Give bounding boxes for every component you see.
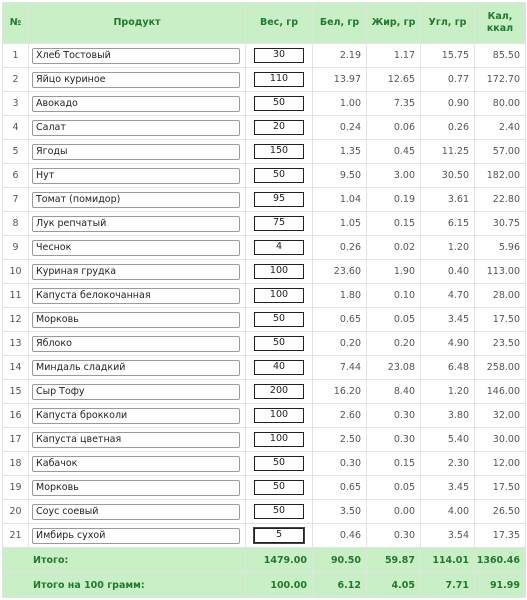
row-number: 3	[3, 92, 29, 116]
kcal-value: 17.50	[475, 308, 526, 332]
header-kcal-line2: ккал	[486, 23, 514, 34]
table-row	[3, 284, 526, 308]
product-input[interactable]: Куриная грудка	[32, 264, 240, 280]
protein-value: 2.19	[313, 44, 367, 68]
kcal-value: 26.50	[475, 500, 526, 524]
kcal-value: 12.00	[475, 452, 526, 476]
protein-value: 1.00	[313, 92, 367, 116]
kcal-value: 172.70	[475, 68, 526, 92]
fat-value: 0.19	[367, 188, 421, 212]
product-cell	[29, 236, 246, 260]
totals-row	[3, 548, 526, 573]
product-input[interactable]: Авокадо	[32, 96, 240, 112]
carbs-value: 0.77	[421, 68, 475, 92]
product-cell	[29, 44, 246, 68]
product-cell	[29, 356, 246, 380]
protein-value: 23.60	[313, 260, 367, 284]
weight-cell	[246, 188, 313, 212]
protein-value: 1.35	[313, 140, 367, 164]
table-row	[3, 452, 526, 476]
weight-cell	[246, 452, 313, 476]
fat-value: 3.00	[367, 164, 421, 188]
table-body	[3, 44, 526, 548]
protein-value: 2.60	[313, 404, 367, 428]
carbs-value: 3.45	[421, 476, 475, 500]
kcal-value: 30.75	[475, 212, 526, 236]
product-cell	[29, 68, 246, 92]
product-cell	[29, 260, 246, 284]
totals-fat: 59.87	[367, 548, 421, 573]
header-kcal-line1: Кал,	[487, 11, 513, 22]
weight-input[interactable]: 50	[254, 312, 304, 327]
weight-cell	[246, 236, 313, 260]
table-row	[3, 476, 526, 500]
per100-kcal: 91.99	[475, 573, 526, 598]
kcal-value: 23.50	[475, 332, 526, 356]
kcal-value: 258.00	[475, 356, 526, 380]
protein-value: 0.24	[313, 116, 367, 140]
weight-input[interactable]: 40	[254, 360, 304, 375]
weight-cell	[246, 92, 313, 116]
weight-input[interactable]: 100	[254, 264, 304, 279]
kcal-value: 17.35	[475, 524, 526, 548]
per100-protein: 6.12	[313, 573, 367, 598]
kcal-value: 17.50	[475, 476, 526, 500]
row-number: 13	[3, 332, 29, 356]
product-input[interactable]: Томат (помидор)	[32, 192, 240, 208]
row-number: 14	[3, 356, 29, 380]
product-input[interactable]: Морковь	[32, 312, 240, 328]
row-number: 16	[3, 404, 29, 428]
carbs-value: 3.54	[421, 524, 475, 548]
header-fat: Жир, гр	[367, 3, 421, 44]
weight-cell	[246, 476, 313, 500]
per100-fat: 4.05	[367, 573, 421, 598]
product-input[interactable]: Чеснок	[32, 240, 240, 256]
table-row	[3, 188, 526, 212]
protein-value: 9.50	[313, 164, 367, 188]
fat-value: 7.35	[367, 92, 421, 116]
product-cell	[29, 428, 246, 452]
weight-input[interactable]: 50	[254, 168, 304, 183]
product-cell	[29, 116, 246, 140]
weight-input[interactable]: 50	[254, 336, 304, 351]
protein-value: 0.26	[313, 236, 367, 260]
row-number: 5	[3, 140, 29, 164]
product-input[interactable]: Кабачок	[32, 456, 240, 472]
carbs-value: 15.75	[421, 44, 475, 68]
weight-input[interactable]: 20	[254, 120, 304, 135]
weight-input[interactable]: 95	[254, 192, 304, 207]
header-kcal	[475, 3, 526, 44]
row-number: 7	[3, 188, 29, 212]
product-input[interactable]: Салат	[32, 120, 240, 136]
weight-input[interactable]: 100	[254, 288, 304, 303]
fat-value: 0.30	[367, 524, 421, 548]
weight-cell	[246, 428, 313, 452]
per100-carbs: 7.71	[421, 573, 475, 598]
carbs-value: 0.40	[421, 260, 475, 284]
kcal-value: 182.00	[475, 164, 526, 188]
product-input[interactable]: Лук репчатый	[32, 216, 240, 232]
table-header-row	[3, 3, 526, 44]
weight-input[interactable]: 100	[254, 432, 304, 447]
product-input[interactable]: Морковь	[32, 480, 240, 496]
protein-value: 13.97	[313, 68, 367, 92]
fat-value: 0.06	[367, 116, 421, 140]
carbs-value: 1.20	[421, 236, 475, 260]
row-number: 1	[3, 44, 29, 68]
kcal-value: 30.00	[475, 428, 526, 452]
carbs-value: 3.80	[421, 404, 475, 428]
row-number: 18	[3, 452, 29, 476]
fat-value: 0.30	[367, 404, 421, 428]
product-input[interactable]: Капуста брокколи	[32, 408, 240, 424]
row-number: 2	[3, 68, 29, 92]
product-input[interactable]: Имбирь сухой	[32, 528, 240, 544]
kcal-value: 146.00	[475, 380, 526, 404]
carbs-value: 3.45	[421, 308, 475, 332]
weight-cell	[246, 524, 313, 548]
product-input[interactable]: Капуста белокочанная	[32, 288, 240, 304]
totals-label: Итого:	[3, 548, 246, 573]
weight-cell	[246, 212, 313, 236]
carbs-value: 4.00	[421, 500, 475, 524]
product-input[interactable]: Соус соевый	[32, 504, 240, 520]
weight-input[interactable]: 4	[254, 240, 304, 255]
protein-value: 0.30	[313, 452, 367, 476]
table-row	[3, 44, 526, 68]
table-row	[3, 116, 526, 140]
row-number: 20	[3, 500, 29, 524]
product-input[interactable]: Хлеб Тостовый	[32, 48, 240, 64]
table-row	[3, 356, 526, 380]
protein-value: 1.04	[313, 188, 367, 212]
weight-input[interactable]: 50	[254, 480, 304, 495]
per100-row	[3, 573, 526, 598]
carbs-value: 30.50	[421, 164, 475, 188]
table-row	[3, 308, 526, 332]
weight-cell	[246, 44, 313, 68]
header-carbs: Угл, гр	[421, 3, 475, 44]
row-number: 10	[3, 260, 29, 284]
product-input[interactable]: Ягоды	[32, 144, 240, 160]
fat-value: 0.05	[367, 308, 421, 332]
protein-value: 7.44	[313, 356, 367, 380]
table-row	[3, 332, 526, 356]
product-cell	[29, 500, 246, 524]
weight-input[interactable]: 50	[254, 456, 304, 471]
weight-input[interactable]: 50	[254, 96, 304, 111]
protein-value: 3.50	[313, 500, 367, 524]
fat-value: 0.15	[367, 212, 421, 236]
kcal-value: 113.00	[475, 260, 526, 284]
protein-value: 16.20	[313, 380, 367, 404]
row-number: 9	[3, 236, 29, 260]
weight-input[interactable]: 75	[254, 216, 304, 231]
per100-weight: 100.00	[246, 573, 313, 598]
fat-value: 8.40	[367, 380, 421, 404]
fat-value: 0.20	[367, 332, 421, 356]
fat-value: 1.17	[367, 44, 421, 68]
carbs-value: 5.40	[421, 428, 475, 452]
product-cell	[29, 332, 246, 356]
kcal-value: 5.96	[475, 236, 526, 260]
weight-cell	[246, 332, 313, 356]
row-number: 17	[3, 428, 29, 452]
product-cell	[29, 164, 246, 188]
product-cell	[29, 524, 246, 548]
weight-input[interactable]: 50	[254, 504, 304, 519]
table-row	[3, 212, 526, 236]
fat-value: 0.00	[367, 500, 421, 524]
table-row	[3, 524, 526, 548]
kcal-value: 22.80	[475, 188, 526, 212]
product-input[interactable]: Яйцо куриное	[32, 72, 240, 88]
row-number: 4	[3, 116, 29, 140]
nutrition-calculator	[2, 2, 525, 598]
row-number: 11	[3, 284, 29, 308]
table-row	[3, 236, 526, 260]
fat-value: 0.02	[367, 236, 421, 260]
weight-cell	[246, 164, 313, 188]
header-weight: Вес, гр	[246, 3, 313, 44]
protein-value: 0.20	[313, 332, 367, 356]
nutrition-table	[2, 2, 526, 598]
product-cell	[29, 284, 246, 308]
product-input[interactable]: Яблоко	[32, 336, 240, 352]
carbs-value: 2.30	[421, 452, 475, 476]
product-input[interactable]: Сыр Тофу	[32, 384, 240, 400]
fat-value: 23.08	[367, 356, 421, 380]
carbs-value: 11.25	[421, 140, 475, 164]
carbs-value: 0.90	[421, 92, 475, 116]
table-row	[3, 428, 526, 452]
product-cell	[29, 140, 246, 164]
product-cell	[29, 308, 246, 332]
header-protein: Бел, гр	[313, 3, 367, 44]
product-cell	[29, 404, 246, 428]
protein-value: 0.65	[313, 476, 367, 500]
weight-input[interactable]: 5	[254, 528, 304, 543]
table-row	[3, 68, 526, 92]
row-number: 21	[3, 524, 29, 548]
weight-cell	[246, 140, 313, 164]
weight-input[interactable]: 30	[254, 48, 304, 63]
row-number: 8	[3, 212, 29, 236]
totals-protein: 90.50	[313, 548, 367, 573]
per100-label: Итого на 100 грамм:	[3, 573, 246, 598]
weight-cell	[246, 308, 313, 332]
weight-input[interactable]: 100	[254, 408, 304, 423]
product-cell	[29, 212, 246, 236]
header-product: Продукт	[29, 3, 246, 44]
kcal-value: 32.00	[475, 404, 526, 428]
product-cell	[29, 452, 246, 476]
carbs-value: 3.61	[421, 188, 475, 212]
totals-kcal: 1360.46	[475, 548, 526, 573]
fat-value: 0.45	[367, 140, 421, 164]
row-number: 19	[3, 476, 29, 500]
carbs-value: 6.15	[421, 212, 475, 236]
weight-cell	[246, 380, 313, 404]
carbs-value: 6.48	[421, 356, 475, 380]
table-row	[3, 380, 526, 404]
table-row	[3, 164, 526, 188]
fat-value: 0.05	[367, 476, 421, 500]
row-number: 12	[3, 308, 29, 332]
weight-cell	[246, 404, 313, 428]
carbs-value: 1.20	[421, 380, 475, 404]
protein-value: 0.46	[313, 524, 367, 548]
protein-value: 0.65	[313, 308, 367, 332]
table-row	[3, 92, 526, 116]
weight-input[interactable]: 150	[254, 144, 304, 159]
row-number: 6	[3, 164, 29, 188]
kcal-value: 80.00	[475, 92, 526, 116]
weight-cell	[246, 260, 313, 284]
carbs-value: 4.90	[421, 332, 475, 356]
totals-carbs: 114.01	[421, 548, 475, 573]
row-number: 15	[3, 380, 29, 404]
weight-cell	[246, 356, 313, 380]
totals-weight: 1479.00	[246, 548, 313, 573]
fat-value: 0.10	[367, 284, 421, 308]
weight-cell	[246, 68, 313, 92]
weight-cell	[246, 116, 313, 140]
weight-cell	[246, 500, 313, 524]
weight-cell	[246, 284, 313, 308]
table-row	[3, 140, 526, 164]
table-row	[3, 260, 526, 284]
header-num: №	[3, 3, 29, 44]
product-input[interactable]: Миндаль сладкий	[32, 360, 240, 376]
protein-value: 1.05	[313, 212, 367, 236]
kcal-value: 28.00	[475, 284, 526, 308]
product-input[interactable]: Капуста цветная	[32, 432, 240, 448]
weight-input[interactable]: 200	[254, 384, 304, 399]
product-cell	[29, 188, 246, 212]
product-cell	[29, 476, 246, 500]
kcal-value: 85.50	[475, 44, 526, 68]
table-row	[3, 404, 526, 428]
carbs-value: 0.26	[421, 116, 475, 140]
weight-input[interactable]: 110	[254, 72, 304, 87]
product-cell	[29, 92, 246, 116]
fat-value: 1.90	[367, 260, 421, 284]
fat-value: 12.65	[367, 68, 421, 92]
protein-value: 2.50	[313, 428, 367, 452]
fat-value: 0.30	[367, 428, 421, 452]
carbs-value: 4.70	[421, 284, 475, 308]
fat-value: 0.15	[367, 452, 421, 476]
kcal-value: 2.40	[475, 116, 526, 140]
protein-value: 1.80	[313, 284, 367, 308]
table-row	[3, 500, 526, 524]
product-cell	[29, 380, 246, 404]
kcal-value: 57.00	[475, 140, 526, 164]
product-input[interactable]: Нут	[32, 168, 240, 184]
